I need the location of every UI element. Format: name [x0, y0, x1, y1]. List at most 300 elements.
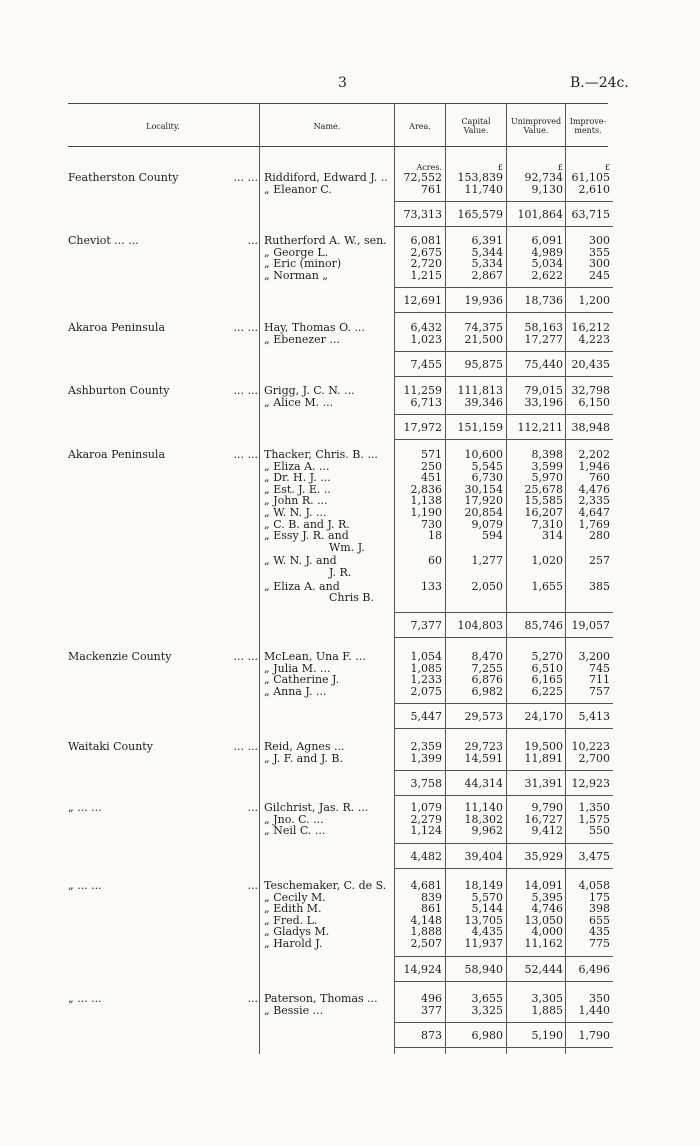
cell-unimproved: 9,412: [531, 824, 563, 838]
cell-area: 451: [421, 471, 442, 485]
owner-name: „ Jno. C. ...: [264, 812, 324, 826]
cell-improvements: 2,335: [578, 494, 610, 508]
total-area: 3,758: [410, 777, 442, 791]
total-bottom-rule: [395, 795, 445, 796]
total-improvements: 20,435: [571, 358, 610, 372]
locality-leader: ... ...: [233, 448, 258, 461]
total-bottom-rule: [446, 226, 506, 227]
total-rule: [395, 414, 445, 415]
cell-area: 6,081: [410, 234, 442, 247]
owner-name: „ Fred. L.: [264, 913, 318, 927]
owner-name: „ Ebenezer ...: [264, 332, 340, 346]
cell-area: 730: [421, 517, 442, 531]
total-rule: [395, 703, 445, 704]
cell-capital: 17,920: [464, 494, 503, 508]
owner-name: „ George L.: [264, 245, 329, 259]
owner-name: „ Gladys M.: [264, 925, 330, 939]
owner-name-continued: Chris B.: [329, 591, 374, 605]
owner-name: „ W. N. J. and: [264, 554, 337, 568]
total-rule: [446, 770, 506, 771]
total-bottom-rule: [395, 637, 445, 638]
cell-improvements: 6,150: [578, 395, 610, 409]
cell-unimproved: 13,050: [524, 913, 563, 927]
total-rule: [446, 612, 506, 613]
total-bottom-rule: [566, 637, 613, 638]
cell-capital: 21,500: [464, 332, 503, 346]
total-rule: [566, 612, 613, 613]
total-area: 7,377: [410, 618, 442, 632]
locality-leader: ... ...: [233, 321, 258, 334]
cell-area: 1,233: [410, 673, 442, 687]
total-bottom-rule: [446, 728, 506, 729]
cell-area: 1,215: [410, 268, 442, 282]
total-bottom-rule: [395, 868, 445, 869]
total-unimproved: 5,190: [531, 1029, 563, 1043]
total-improvements: 3,475: [578, 849, 610, 863]
cell-capital: 1,277: [471, 554, 503, 568]
cell-improvements: 3,200: [578, 650, 610, 663]
total-capital: 19,936: [464, 294, 503, 308]
cell-area: 1,023: [410, 332, 442, 346]
units-unimproved: £: [557, 163, 563, 172]
total-bottom-rule: [566, 868, 613, 869]
cell-improvements: 1,440: [578, 1003, 610, 1017]
cell-unimproved: 25,678: [524, 482, 563, 496]
total-unimproved: 85,746: [524, 618, 563, 632]
total-rule: [395, 612, 445, 613]
total-bottom-rule: [507, 637, 566, 638]
cell-capital: 153,839: [457, 171, 503, 184]
owner-name: „ Alice M. ...: [264, 395, 334, 409]
owner-name: „ Harold J.: [264, 937, 323, 950]
col-header-area: Area.: [409, 121, 431, 131]
cell-improvements: 257: [589, 554, 610, 568]
cell-area: 571: [421, 448, 442, 461]
owner-name: „ Anna J. ...: [264, 684, 327, 698]
cell-capital: 594: [482, 529, 503, 543]
total-bottom-rule: [507, 226, 566, 227]
cell-capital: 8,470: [471, 650, 503, 663]
total-rule: [446, 414, 506, 415]
cell-unimproved: 9,130: [531, 182, 563, 196]
locality-name: Akaroa Peninsula: [68, 321, 166, 334]
owner-name: „ C. B. and J. R.: [264, 517, 350, 531]
cell-unimproved: 33,196: [524, 395, 563, 409]
owner-name: Hay, Thomas O. ...: [264, 321, 365, 334]
cell-capital: 11,937: [464, 937, 503, 950]
locality-leader: ... ...: [233, 384, 258, 397]
owner-name: „ Eric (minor): [264, 257, 342, 271]
cell-area: 1,124: [410, 824, 442, 838]
total-improvements: 12,923: [571, 777, 610, 791]
cell-improvements: 398: [589, 902, 610, 916]
cell-improvements: 16,212: [571, 321, 610, 334]
total-improvements: 1,790: [578, 1029, 610, 1043]
total-area: 873: [421, 1029, 442, 1043]
total-bottom-rule: [446, 376, 506, 377]
cell-improvements: 32,798: [571, 384, 610, 397]
total-rule: [446, 843, 506, 844]
total-bottom-rule: [566, 439, 613, 440]
total-bottom-rule: [507, 1047, 566, 1048]
cell-improvements: 4,223: [578, 332, 610, 346]
cell-capital: 9,079: [471, 517, 503, 531]
total-unimproved: 35,929: [524, 849, 563, 863]
cell-area: 6,713: [410, 395, 442, 409]
total-bottom-rule: [566, 1047, 613, 1048]
col-rule-improvements: [565, 104, 566, 1054]
total-area: 7,455: [410, 358, 442, 372]
cell-capital: 5,545: [471, 459, 503, 473]
cell-capital: 6,730: [471, 471, 503, 485]
units-area: Acres.: [416, 163, 442, 172]
cell-area: 1,079: [410, 801, 442, 814]
cell-improvements: 1,946: [578, 459, 610, 473]
total-bottom-rule: [507, 795, 566, 796]
cell-capital: 7,255: [471, 661, 503, 675]
total-unimproved: 101,864: [517, 208, 563, 222]
cell-improvements: 775: [589, 937, 610, 950]
owner-name: Reid, Agnes ...: [264, 740, 345, 753]
owner-name: „ Eliza A. ...: [264, 459, 330, 473]
cell-area: 250: [421, 459, 442, 473]
cell-improvements: 711: [589, 673, 610, 687]
total-rule: [446, 956, 506, 957]
total-rule: [446, 1022, 506, 1023]
total-bottom-rule: [446, 981, 506, 982]
owner-name: „ Eleanor C.: [264, 182, 332, 196]
cell-unimproved: 314: [542, 529, 563, 543]
cell-improvements: 2,202: [578, 448, 610, 461]
total-bottom-rule: [446, 312, 506, 313]
cell-area: 1,399: [410, 751, 442, 765]
col-header-improvements: Improve- ments.: [569, 117, 607, 135]
owner-name: Gilchrist, Jas. R. ...: [264, 801, 369, 814]
cell-area: 2,359: [410, 740, 442, 753]
cell-capital: 3,655: [471, 992, 503, 1005]
cell-area: 1,190: [410, 506, 442, 519]
total-area: 14,924: [403, 962, 442, 976]
units-capital: £: [497, 163, 503, 172]
locality-leader: ...: [247, 992, 258, 1005]
total-bottom-rule: [507, 981, 566, 982]
cell-unimproved: 7,310: [531, 517, 563, 531]
cell-area: 60: [428, 554, 442, 568]
total-capital: 39,404: [464, 849, 503, 863]
cell-area: 133: [421, 579, 442, 593]
cell-unimproved: 1,655: [531, 579, 563, 593]
cell-unimproved: 3,599: [531, 459, 563, 473]
cell-unimproved: 5,034: [531, 257, 563, 271]
total-bottom-rule: [395, 439, 445, 440]
cell-capital: 18,302: [464, 812, 503, 826]
cell-capital: 30,154: [464, 482, 503, 496]
locality-name: Mackenzie County: [68, 650, 172, 663]
owner-name: „ Bessie ...: [264, 1003, 324, 1017]
cell-unimproved: 5,270: [531, 650, 563, 663]
total-rule: [395, 1022, 445, 1023]
cell-capital: 10,600: [464, 448, 503, 461]
cell-unimproved: 1,885: [531, 1003, 563, 1017]
cell-area: 2,075: [410, 684, 442, 698]
owner-name: Rutherford A. W., sen.: [264, 234, 387, 247]
total-rule: [566, 351, 613, 352]
cell-improvements: 10,223: [571, 740, 610, 753]
owner-name: „ Neil C. ...: [264, 824, 326, 838]
cell-area: 839: [421, 890, 442, 904]
total-capital: 58,940: [464, 962, 503, 976]
total-area: 73,313: [403, 208, 442, 222]
cell-improvements: 757: [589, 684, 610, 698]
locality-name: Featherston County: [68, 171, 179, 184]
owner-name: Thacker, Chris. B. ...: [264, 448, 378, 461]
cell-capital: 20,854: [464, 506, 503, 519]
total-rule: [507, 956, 566, 957]
cell-improvements: 760: [589, 471, 610, 485]
total-capital: 104,803: [457, 618, 503, 632]
col-header-name: Name.: [313, 121, 341, 131]
cell-improvements: 655: [589, 913, 610, 927]
total-rule: [507, 1022, 566, 1023]
cell-area: 2,507: [410, 937, 442, 950]
cell-capital: 5,144: [471, 902, 503, 916]
cell-unimproved: 6,225: [531, 684, 563, 698]
locality-leader: ...: [247, 879, 258, 892]
cell-area: 11,259: [403, 384, 442, 397]
owner-name-continued: J. R.: [329, 566, 352, 579]
cell-improvements: 435: [589, 925, 610, 939]
owner-name: „ Norman „: [264, 268, 328, 282]
total-capital: 29,573: [464, 710, 503, 724]
cell-improvements: 2,610: [578, 182, 610, 196]
header-top-rule: [68, 103, 608, 104]
locality-name: Ashburton County: [68, 384, 170, 397]
cell-area: 2,279: [410, 812, 442, 826]
cell-improvements: 245: [589, 268, 610, 282]
total-bottom-rule: [566, 795, 613, 796]
total-rule: [507, 351, 566, 352]
owner-name: „ W. N. J. ...: [264, 506, 327, 519]
cell-area: 4,148: [410, 913, 442, 927]
cell-capital: 5,344: [471, 245, 503, 259]
total-bottom-rule: [566, 226, 613, 227]
cell-capital: 13,705: [464, 913, 503, 927]
cell-unimproved: 11,891: [524, 751, 563, 765]
total-area: 12,691: [403, 294, 442, 308]
owner-name: „ John R. ...: [264, 494, 328, 508]
total-rule: [446, 703, 506, 704]
cell-improvements: 61,105: [571, 171, 610, 184]
total-capital: 44,314: [464, 777, 503, 791]
cell-capital: 5,570: [471, 890, 503, 904]
locality-leader: ... ...: [233, 171, 258, 184]
cell-area: 496: [421, 992, 442, 1005]
owner-name: „ Julia M. ...: [264, 661, 331, 675]
cell-improvements: 300: [589, 257, 610, 271]
cell-unimproved: 16,727: [524, 812, 563, 826]
total-rule: [395, 201, 445, 202]
total-rule: [507, 770, 566, 771]
cell-capital: 14,591: [464, 751, 503, 765]
total-rule: [566, 414, 613, 415]
total-rule: [507, 414, 566, 415]
cell-unimproved: 19,500: [524, 740, 563, 753]
locality-leader: ... ...: [233, 740, 258, 753]
total-rule: [395, 843, 445, 844]
locality-leader: ... ...: [233, 650, 258, 663]
locality-name: „ ... ...: [68, 879, 102, 892]
col-rule-area: [394, 104, 395, 1054]
cell-area: 18: [428, 529, 442, 543]
cell-unimproved: 3,305: [531, 992, 563, 1005]
cell-area: 6,432: [410, 321, 442, 334]
total-capital: 165,579: [457, 208, 503, 222]
total-capital: 151,159: [457, 421, 503, 435]
total-bottom-rule: [395, 728, 445, 729]
col-header-unimproved: Unimproved Value.: [510, 117, 562, 135]
owner-name: Riddiford, Edward J. ..: [264, 171, 388, 184]
total-rule: [507, 612, 566, 613]
locality-name: Waitaki County: [68, 740, 153, 753]
cell-unimproved: 8,398: [531, 448, 563, 461]
cell-unimproved: 11,162: [524, 937, 563, 950]
cell-improvements: 1,575: [578, 812, 610, 826]
cell-improvements: 2,700: [578, 751, 610, 765]
total-bottom-rule: [446, 795, 506, 796]
total-bottom-rule: [507, 376, 566, 377]
cell-unimproved: 6,165: [531, 673, 563, 687]
owner-name: „ Essy J. R. and: [264, 529, 349, 543]
total-rule: [395, 287, 445, 288]
total-bottom-rule: [395, 312, 445, 313]
total-improvements: 1,200: [578, 294, 610, 308]
owner-name: „ J. F. and J. B.: [264, 751, 343, 765]
cell-area: 377: [421, 1003, 442, 1017]
col-rule-name: [259, 104, 260, 1054]
total-rule: [507, 843, 566, 844]
cell-unimproved: 4,000: [531, 925, 563, 939]
cell-capital: 29,723: [464, 740, 503, 753]
owner-name: Teschemaker, C. de S.: [264, 879, 387, 892]
owner-name: „ Catherine J.: [264, 673, 340, 687]
locality-name: „ ... ...: [68, 801, 102, 814]
col-header-locality: Locality.: [146, 121, 180, 131]
cell-unimproved: 1,020: [531, 554, 563, 568]
cell-capital: 4,435: [471, 925, 503, 939]
cell-unimproved: 92,734: [524, 171, 563, 184]
total-unimproved: 52,444: [524, 962, 563, 976]
cell-capital: 6,391: [471, 234, 503, 247]
cell-capital: 2,050: [471, 579, 503, 593]
cell-improvements: 1,769: [578, 517, 610, 531]
total-unimproved: 18,736: [524, 294, 563, 308]
total-rule: [507, 287, 566, 288]
total-rule: [395, 956, 445, 957]
cell-capital: 3,325: [471, 1003, 503, 1017]
total-capital: 6,980: [471, 1029, 503, 1043]
total-bottom-rule: [395, 226, 445, 227]
total-unimproved: 112,211: [517, 421, 563, 435]
cell-unimproved: 5,970: [531, 471, 563, 485]
cell-area: 2,675: [410, 245, 442, 259]
cell-area: 1,138: [410, 494, 442, 508]
cell-area: 1,054: [410, 650, 442, 663]
cell-improvements: 4,058: [578, 879, 610, 892]
cell-improvements: 350: [589, 992, 610, 1005]
cell-unimproved: 15,585: [524, 494, 563, 508]
cell-area: 72,552: [403, 171, 442, 184]
total-bottom-rule: [566, 312, 613, 313]
cell-unimproved: 79,015: [524, 384, 563, 397]
cell-unimproved: 16,207: [524, 506, 563, 519]
cell-improvements: 1,350: [578, 801, 610, 814]
total-rule: [566, 287, 613, 288]
total-bottom-rule: [446, 868, 506, 869]
owner-name-continued: Wm. J.: [329, 540, 365, 554]
cell-improvements: 175: [589, 890, 610, 904]
owner-name: McLean, Una F. ...: [264, 650, 366, 663]
cell-capital: 39,346: [464, 395, 503, 409]
total-unimproved: 75,440: [524, 358, 563, 372]
col-rule-capital: [445, 104, 446, 1054]
cell-unimproved: 4,746: [531, 902, 563, 916]
locality-name: „ ... ...: [68, 992, 102, 1005]
total-rule: [446, 201, 506, 202]
total-improvements: 19,057: [571, 618, 610, 632]
cell-area: 761: [421, 182, 442, 196]
cell-area: 2,720: [410, 257, 442, 271]
cell-improvements: 4,476: [578, 482, 610, 496]
total-rule: [446, 287, 506, 288]
units-improvements: £: [604, 163, 610, 172]
total-bottom-rule: [395, 1047, 445, 1048]
cell-unimproved: 4,989: [531, 245, 563, 259]
cell-capital: 6,876: [471, 673, 503, 687]
locality-leader: ...: [247, 234, 258, 247]
cell-improvements: 280: [589, 529, 610, 543]
total-improvements: 6,496: [578, 962, 610, 976]
total-bottom-rule: [446, 1047, 506, 1048]
header-bottom-rule: [68, 146, 608, 147]
cell-capital: 2,867: [471, 268, 503, 282]
cell-area: 2,836: [410, 482, 442, 496]
locality-leader: ...: [247, 801, 258, 814]
cell-unimproved: 14,091: [524, 879, 563, 892]
cell-unimproved: 17,277: [524, 332, 563, 346]
cell-area: 4,681: [410, 879, 442, 892]
page-number: 3: [338, 75, 347, 91]
total-rule: [507, 201, 566, 202]
total-rule: [566, 703, 613, 704]
cell-unimproved: 5,395: [531, 890, 563, 904]
cell-capital: 74,375: [464, 321, 503, 334]
total-area: 17,972: [403, 421, 442, 435]
cell-improvements: 300: [589, 234, 610, 247]
owner-name: „ Eliza A. and: [264, 579, 340, 593]
cell-improvements: 550: [589, 824, 610, 838]
cell-improvements: 4,647: [578, 506, 610, 519]
total-rule: [566, 956, 613, 957]
total-improvements: 38,948: [571, 421, 610, 435]
cell-improvements: 385: [589, 579, 610, 593]
cell-capital: 9,962: [471, 824, 503, 838]
total-bottom-rule: [566, 981, 613, 982]
cell-unimproved: 6,510: [531, 661, 563, 675]
total-rule: [507, 703, 566, 704]
owner-name: Grigg, J. C. N. ...: [264, 384, 355, 397]
total-unimproved: 24,170: [524, 710, 563, 724]
cell-unimproved: 2,622: [531, 268, 563, 282]
